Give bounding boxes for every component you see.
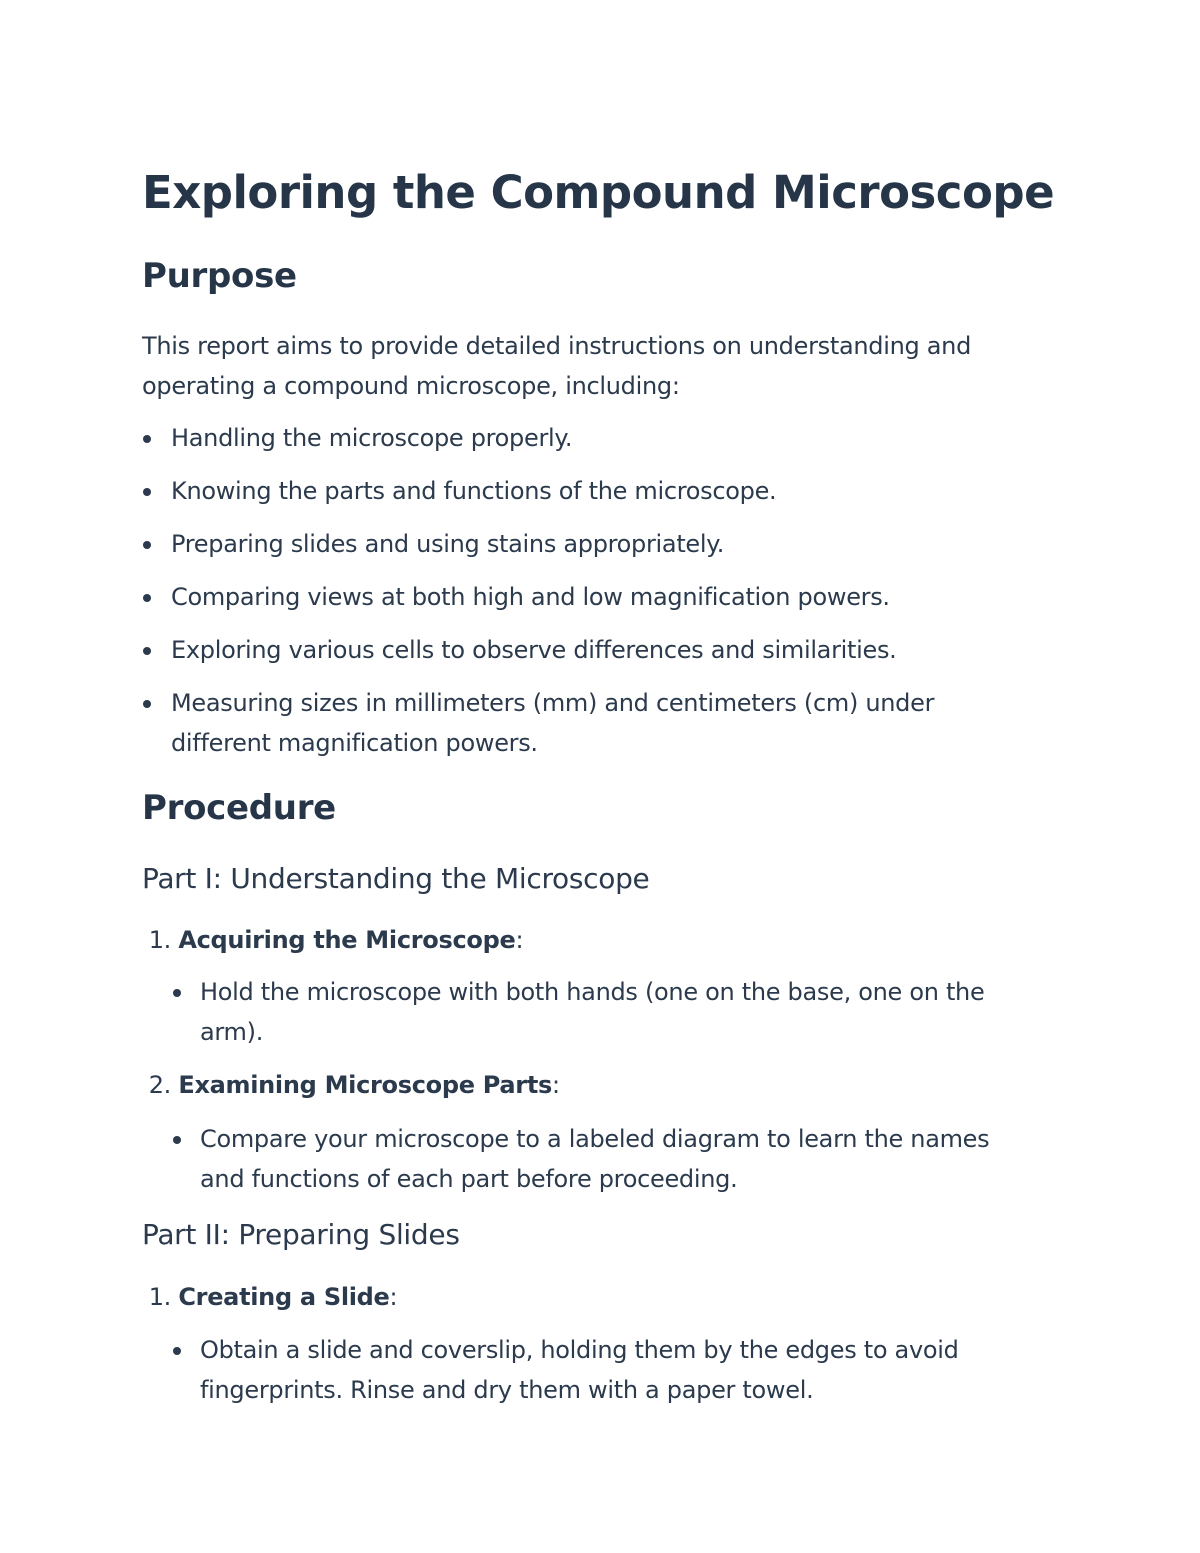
step-title: Creating a Slide [178,1283,390,1311]
step-title: Examining Microscope Parts [178,1071,552,1099]
step-title: Acquiring the Microscope [178,926,516,954]
list-item-text: Measuring sizes in millimeters (mm) and centimeters (cm) under different magnification powers. [171,689,935,757]
page-title: Exploring the Compound Microscope [142,166,1055,219]
step-2 [142,1065,560,1105]
list-item [171,1330,1001,1410]
step-number: 1. [148,1283,171,1311]
list-item-text: Exploring various cells to observe differences and similarities. [171,636,897,664]
list-item [142,630,1022,670]
step-1 [142,1277,397,1317]
list-item [142,471,1022,511]
bullet-icon [143,700,151,708]
bullet-icon [173,1347,181,1355]
bullet-icon [143,541,151,549]
step-1-list [171,972,1001,1052]
step-number: 2. [148,1071,171,1099]
list-item-text: Knowing the parts and functions of the microscope. [171,477,777,505]
step-number: 1. [148,926,171,954]
part2-heading: Part II: Preparing Slides [142,1218,460,1251]
list-item-text: Preparing slides and using stains appropriately. [171,530,725,558]
list-item-text: Hold the microscope with both hands (one on the base, one on the arm). [200,978,985,1046]
step-colon: : [552,1071,560,1099]
step-1 [142,920,523,960]
step-colon: : [389,1283,398,1311]
step-colon: : [515,926,524,954]
part1-heading: Part I: Understanding the Microscope [142,862,650,895]
purpose-list [142,418,1022,776]
step-1-list [171,1330,1001,1410]
bullet-icon [143,488,151,496]
bullet-icon [173,1136,181,1144]
procedure-heading: Procedure [142,788,336,828]
bullet-icon [143,435,151,443]
list-item [142,418,1022,458]
bullet-icon [143,647,151,655]
bullet-icon [143,594,151,602]
list-item-text: Compare your microscope to a labeled diagram to learn the names and functions of each part before proceeding. [200,1125,990,1193]
list-item-text: Handling the microscope properly. [171,424,573,452]
list-item-text: Obtain a slide and coverslip, holding them by the edges to avoid fingerprints. Rinse and dry them with a paper towel. [200,1336,959,1404]
purpose-intro: This report aims to provide detailed instructions on understanding and operating a compound microscope, including: [142,332,971,400]
list-item [171,1119,1011,1199]
list-item [142,524,1022,564]
list-item-text: Comparing views at both high and low magnification powers. [171,583,890,611]
list-item [171,972,1001,1052]
list-item [142,577,1022,617]
purpose-heading: Purpose [142,256,297,296]
step-2-list [171,1119,1011,1199]
list-item [142,683,971,763]
bullet-icon [173,989,181,997]
